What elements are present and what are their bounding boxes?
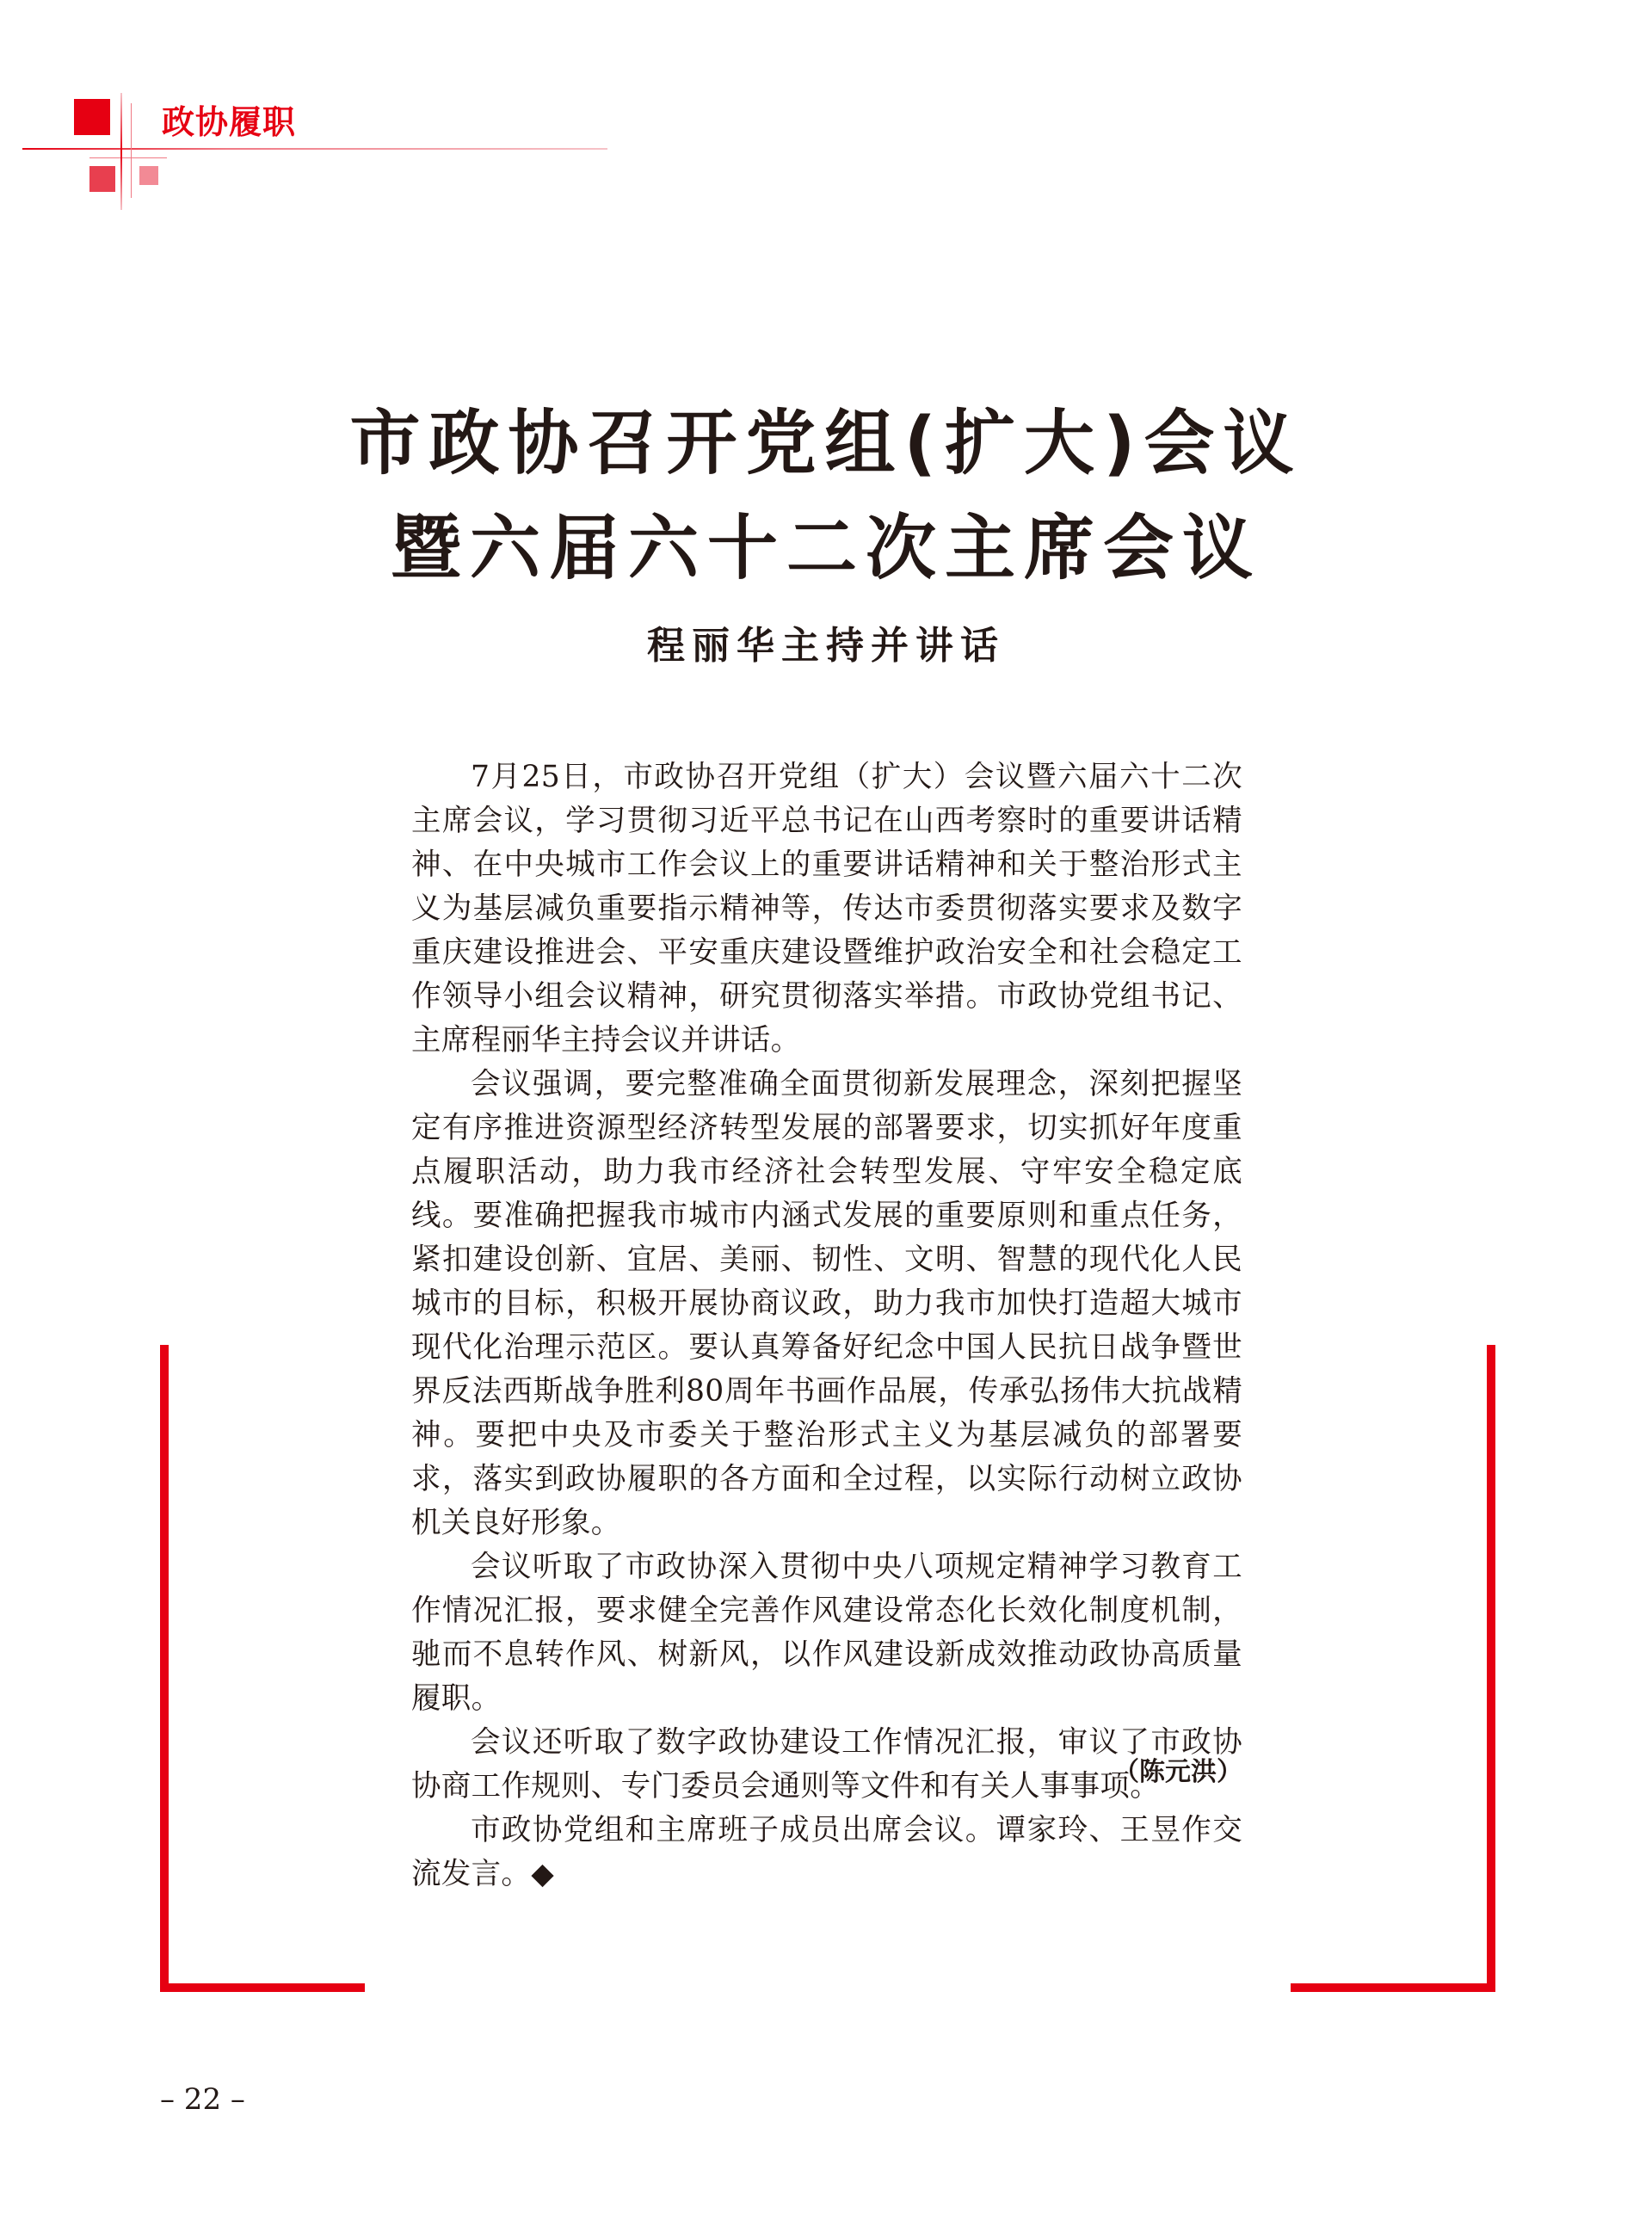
section-label: 政协履职: [162, 103, 297, 141]
article-title-line-2: 暨六届六十二次主席会议: [390, 508, 1261, 589]
article-byline: （陈元洪）: [1113, 1757, 1242, 1787]
article-paragraph: 会议强调，要完整准确全面贯彻新发展理念，深刻把握坚定有序推进资源型经济转型发展的部署要求，切实抓好年度重点履职活动，助力我市经济社会转型发展、守牢安全稳定底线。要准确把握我市城市内涵式发展的重要原则和重点任务，紧扣建设创新、宜居、美丽、韧性、文明、智慧的现代化人民城市的目标，积极开展协商议政，助力我市加快打造超大城市现代化治理示范区。要认真筹备好纪念中国人民抗日战争暨世界反法西斯战争胜利80周年书画作品展，传承弘扬伟大抗战精神。要把中央及市委关于整治形式主义为基层减负的部署要求，落实到政协履职的各方面和全过程，以实际行动树立政协机关良好形象。: [411, 1067, 1242, 1540]
frame-bracket-left-vertical: [160, 1345, 169, 1992]
frame-bracket-left-horizontal: [160, 1983, 365, 1992]
article-title-block: [0, 392, 1652, 672]
article-subtitle: 程丽华主持并讲话: [647, 624, 1005, 668]
article-paragraph: 7月25日，市政协召开党组（扩大）会议暨六届六十二次主席会议，学习贯彻习近平总书记在山西考察时的重要讲话精神、在中央城市工作会议上的重要讲话精神和关于整治形式主义为基层减负重要指示精神等，传达市委贯彻落实要求及数字重庆建设推进会、平安重庆建设暨维护政治安全和社会稳定工作领导小组会议精神，研究贯彻落实举措。市政协党组书记、主席程丽华主持会议并讲话。: [411, 760, 1242, 1058]
header-rule-secondary: [89, 157, 167, 158]
frame-bracket-right-horizontal: [1291, 1983, 1495, 1992]
header-vertical-rule-secondary: [131, 103, 132, 198]
header-deco-square-large: [74, 99, 110, 135]
header-rule: [22, 148, 607, 150]
header-deco-square-small: [139, 166, 158, 185]
article-body: [411, 755, 1242, 1896]
article-paragraph: 会议还听取了数字政协建设工作情况汇报，审议了市政协协商工作规则、专门委员会通则等文件和有关人事事项。: [411, 1725, 1242, 1804]
article-paragraph: 会议听取了市政协深入贯彻中央八项规定精神学习教育工作情况汇报，要求健全完善作风建设常态化长效化制度机制，驰而不息转作风、树新风，以作风建设新成效推动政协高质量履职。: [411, 1550, 1242, 1716]
page-number: – 22 –: [160, 2082, 245, 2117]
header-deco-square-medium: [89, 166, 115, 192]
frame-bracket-right-vertical: [1487, 1345, 1495, 1992]
article-title-line-1: 市政协召开党组(扩大)会议: [349, 403, 1303, 484]
article-paragraph: 市政协党组和主席班子成员出席会议。谭家玲、王昱作交流发言。◆: [411, 1813, 1242, 1891]
header-vertical-rule: [120, 93, 122, 210]
